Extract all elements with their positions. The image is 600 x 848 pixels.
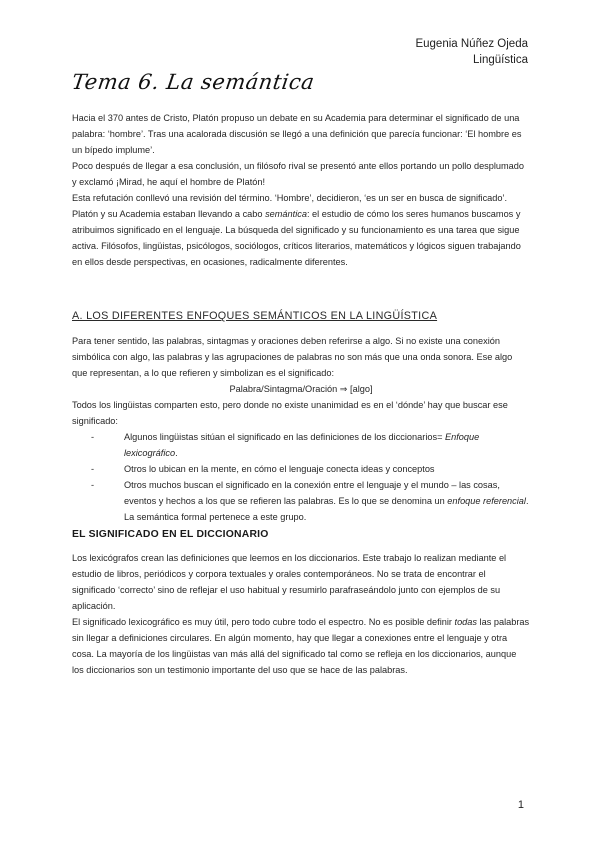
- section-a-paragraph-1: Para tener sentido, las palabras, sintagmas y oraciones deben referirse a algo. Si no existe una conexión simbólica con algo, las palabras y las agrupaciones de palabras no son más que una onda sonora. Ese algo que representan, a lo que refieren y simbolizan es el significado:: [72, 336, 513, 378]
- section-b-heading: EL SIGNIFICADO EN EL DICCIONARIO: [72, 529, 269, 540]
- page-title: Tema 6. La semántica: [70, 70, 317, 94]
- section-b: [72, 527, 530, 543]
- intro-paragraph-3: Esta refutación conllevó una revisión del término. ‘Hombre’, decidieron, ‘es un ser en busca de significado’.: [72, 193, 508, 203]
- intro-p4-end: : el estudio de cómo los seres humanos buscamos y atribuimos significado en el lenguaje. La búsqueda del significado y su funcionamiento es una tarea que sigue activa. Filósofos, lingüistas, psicólogos, sociólogos, críticos literarios, matemáticos y lógicos siguen trabajando en ellos desde perspectivas, en ocasiones, radicalmente diferentes.: [72, 209, 521, 267]
- list-item: - Otros lo ubican en la mente, en cómo el lenguaje conecta ideas y conceptos: [72, 461, 530, 477]
- intro-p4-emphasis: semántica: [265, 209, 307, 219]
- section-b-content: [72, 550, 530, 678]
- page-header: [415, 36, 528, 68]
- meaning-formula: Palabra/Sintagma/Oración ⇒ [algo]: [229, 384, 373, 394]
- intro-paragraph-2: Poco después de llegar a esa conclusión, un filósofo rival se presentó ante ellos portando un pollo desplumado y exclamó ¡Mirad, he aquí el hombre de Platón!: [72, 161, 525, 187]
- section-b-paragraph-1: Los lexicógrafos crean las definiciones que leemos en los diccionarios. Este trabajo lo realizan mediante el estudio de libros, periódicos y corpora textuales y orales contemporáneos. No se trata de encontrar el significado ‘correcto’ sino de reflejar el uso habitual y resumirlo parafraseándolo junto con ejemplos de su aplicación.: [72, 553, 507, 611]
- list-item: - Algunos lingüistas sitúan el significado en las definiciones de los diccionarios= Enfoque lexicográfico.: [72, 429, 530, 461]
- section-b-emphasis: todas: [454, 617, 477, 627]
- approaches-list: [72, 429, 530, 525]
- list-item: - Otros muchos buscan el significado en la conexión entre el lenguaje y el mundo – las cosas, eventos y hechos a los que se refieren las palabras. Es lo que se denomina un enfoque referencial. La semántica formal pertenece a este grupo.: [72, 477, 530, 525]
- section-b-paragraph-2: El significado lexicográfico es muy útil, pero todo cubre todo el espectro. No es posible definir todas las palabras sin llegar a definiciones circulares. En algún momento, hay que llegar a conexiones entre el lenguaje y otra cosa. La mayoría de los lingüistas van más allá del significado tal como se refleja en los diccionarios, aunque los diccionarios son un testimonio importante del uso que se hace de las palabras.: [72, 617, 530, 675]
- intro-paragraph-1: Hacia el 370 antes de Cristo, Platón propuso un debate en su Academia para determinar el significado de una palabra: ‘hombre’. Tras una acalorada discusión se llegó a una definición que parecía funcionar: ‘El hombre es un bípedo implume’.: [72, 113, 522, 155]
- intro-paragraph-4: [72, 206, 530, 270]
- section-a-heading: A. LOS DIFERENTES ENFOQUES SEMÁNTICOS EN LA LINGÜÍSTICA: [72, 310, 438, 322]
- section-a-paragraph-2: Todos los lingüistas comparten esto, pero donde no existe unanimidad es en el ‘dónde’ hay que buscar ese significado:: [72, 400, 508, 426]
- section-a-content: [72, 333, 530, 525]
- subject-name: Lingüística: [473, 54, 528, 66]
- author-name: Eugenia Núñez Ojeda: [415, 38, 528, 50]
- page-number: 1: [517, 799, 524, 811]
- section-a: [72, 308, 530, 324]
- intro-section: [72, 110, 530, 270]
- intro-p4-start: Platón y su Academia estaban llevando a cabo: [72, 209, 266, 219]
